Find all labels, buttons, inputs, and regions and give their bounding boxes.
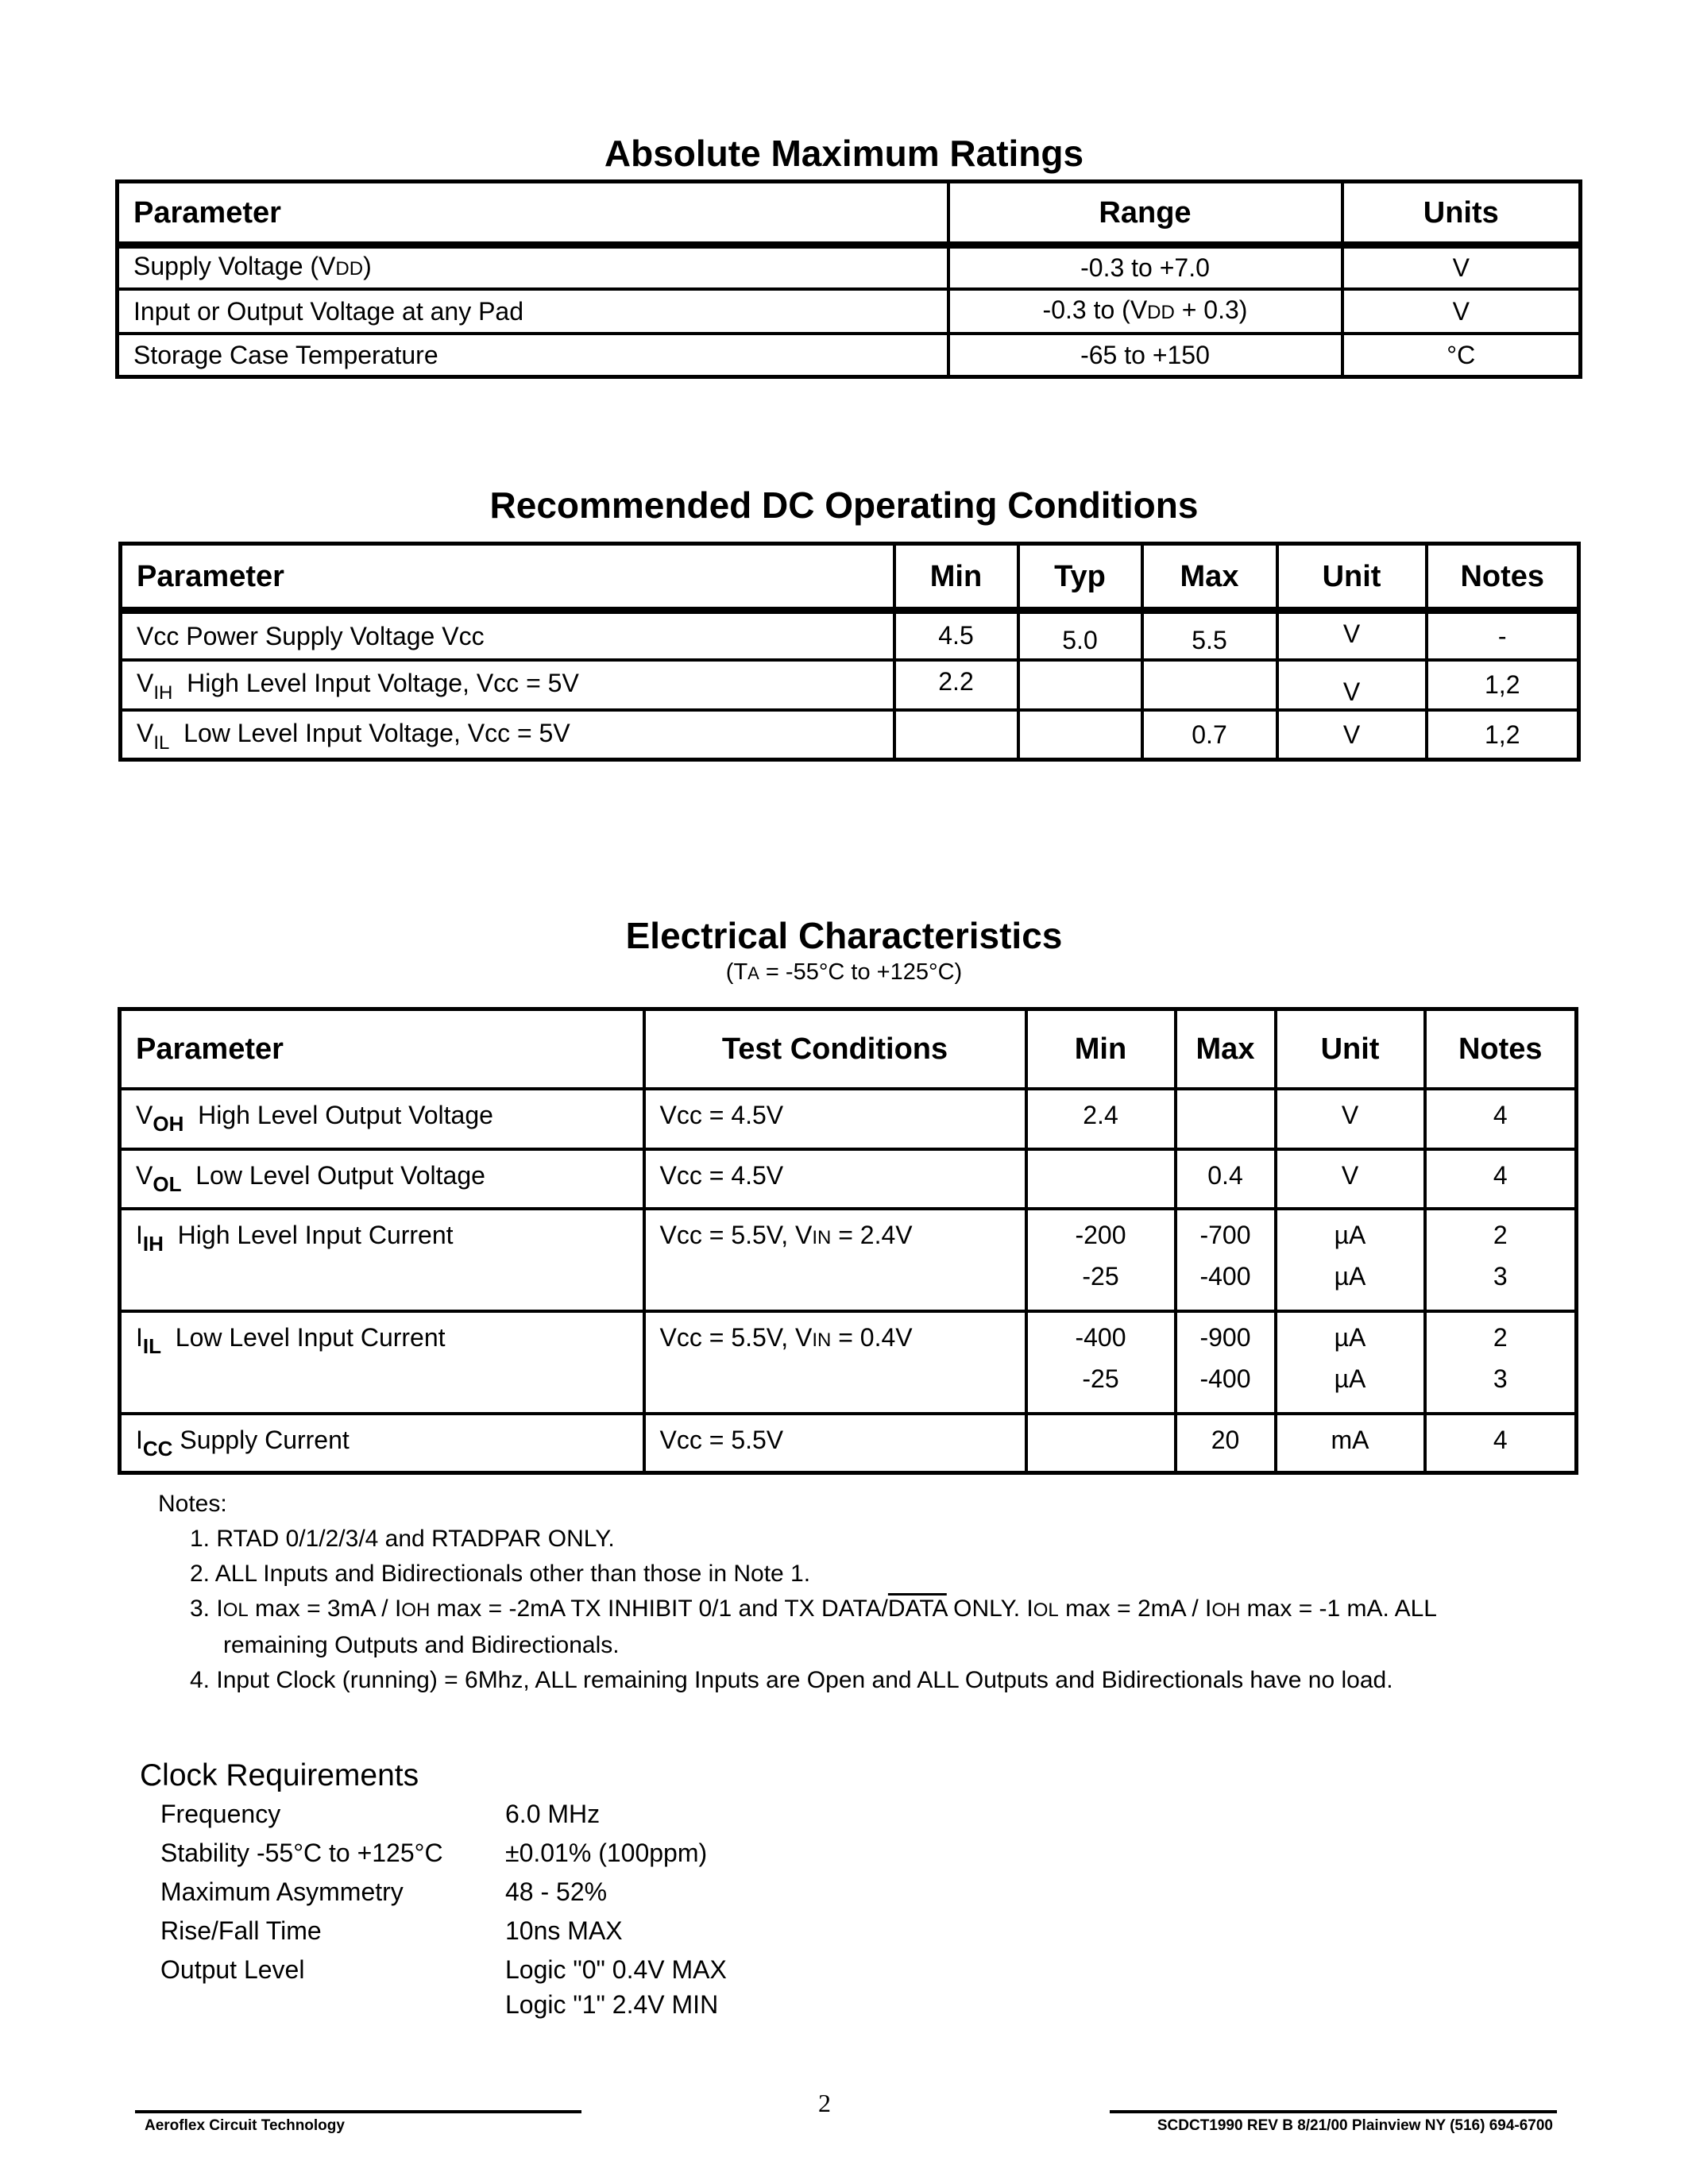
param-cell	[121, 660, 894, 710]
elec-subtitle	[0, 959, 1688, 987]
min-cell: 4.5	[894, 611, 1018, 660]
clock-value: 10ns MAX	[505, 1916, 623, 1945]
subtitle-tail: = -55°C to +125°C)	[759, 959, 963, 985]
table-row	[120, 1414, 1577, 1473]
param-text: Low Level Input Voltage, Vcc = 5V	[183, 718, 570, 747]
table-row	[120, 1209, 1577, 1311]
symbol-subscript: IL	[153, 731, 170, 754]
header-notes: Notes	[1427, 544, 1579, 611]
param-text: High Level Input Voltage, Vcc = 5V	[187, 669, 579, 697]
unit-cell: V	[1276, 1089, 1425, 1149]
min-cell: 2.4	[1026, 1089, 1176, 1149]
table-header-row	[118, 182, 1581, 245]
conditions-tail: = 2.4V	[831, 1220, 913, 1249]
param-tail: )	[363, 252, 372, 281]
clock-label: Maximum Asymmetry	[160, 1877, 404, 1906]
value-line-2: 3	[1493, 1261, 1508, 1291]
param-cell: Vcc Power Supply Voltage Vcc	[121, 611, 894, 660]
notes-cell	[1425, 1311, 1577, 1414]
param-text: Low Level Input Current	[175, 1322, 446, 1352]
unit-cell: V	[1277, 611, 1427, 660]
table-row	[120, 1311, 1577, 1414]
value-line-2: µA	[1334, 1261, 1366, 1291]
range-text: -0.3 to (V	[1042, 295, 1148, 324]
max-cell	[1142, 660, 1277, 710]
note-subscript: OL	[222, 1599, 249, 1621]
note-3-continued: remaining Outputs and Bidirectionals.	[223, 1632, 620, 1658]
param-cell	[121, 710, 894, 760]
param-cell: Input or Output Voltage at any Pad	[118, 289, 948, 334]
rec-dc-title: Recommended DC Operating Conditions	[489, 484, 1199, 526]
clock-row	[140, 1873, 727, 1912]
range-cell: -65 to +150	[948, 334, 1342, 377]
conditions-subscript: IN	[812, 1329, 832, 1351]
value-line-2: 3	[1493, 1364, 1508, 1393]
note-subscript: OH	[401, 1599, 431, 1621]
value-line-2: -400	[1199, 1261, 1251, 1291]
max-cell	[1176, 1089, 1276, 1149]
footer-rule-left	[135, 2110, 581, 2113]
param-cell: Storage Case Temperature	[118, 334, 948, 377]
value-line-2: -25	[1082, 1261, 1119, 1291]
max-cell	[1176, 1209, 1276, 1311]
table-row	[120, 1149, 1577, 1209]
param-cell	[120, 1209, 644, 1311]
page-number: 2	[818, 2089, 831, 2117]
param-cell	[120, 1311, 644, 1414]
conditions-text: Vcc = 5.5V, V	[659, 1322, 813, 1352]
conditions-cell: Vcc = 4.5V	[644, 1089, 1026, 1149]
param-cell	[118, 245, 948, 289]
note-1: 1. RTAD 0/1/2/3/4 and RTADPAR ONLY.	[190, 1526, 615, 1552]
clock-label: Stability -55°C to +125°C	[160, 1839, 443, 1867]
table-row	[118, 245, 1581, 289]
clock-row	[140, 1912, 727, 1951]
note-2: 2. ALL Inputs and Bidirectionals other than those in Note 1.	[190, 1561, 811, 1587]
conditions-subscript: IN	[812, 1226, 832, 1248]
symbol: V	[137, 669, 154, 697]
conditions-cell: Vcc = 4.5V	[644, 1149, 1026, 1209]
table-row	[118, 334, 1581, 377]
header-test-conditions: Test Conditions	[644, 1009, 1026, 1089]
param-text: Supply Voltage (V	[133, 252, 336, 281]
header-notes: Notes	[1425, 1009, 1577, 1089]
range-subscript: DD	[1147, 301, 1175, 323]
abs-max-table	[115, 179, 1582, 379]
symbol-subscript: IH	[153, 682, 173, 704]
note-overline-text: DATA	[887, 1596, 947, 1622]
header-max: Max	[1142, 544, 1277, 611]
unit-cell: V	[1277, 660, 1427, 710]
min-cell	[1026, 1414, 1176, 1473]
symbol: I	[136, 1322, 143, 1352]
notes-cell: 1,2	[1427, 710, 1579, 760]
table-header-row	[121, 544, 1579, 611]
clock-row	[140, 1951, 727, 1989]
clock-requirements	[140, 1757, 727, 2020]
value-line-1: -700	[1199, 1220, 1251, 1249]
table-row	[121, 611, 1579, 660]
unit-cell: V	[1342, 245, 1581, 289]
unit-cell: mA	[1276, 1414, 1425, 1473]
value-line-1: -200	[1075, 1220, 1126, 1249]
header-unit: Unit	[1276, 1009, 1425, 1089]
header-max: Max	[1176, 1009, 1276, 1089]
min-cell	[1026, 1209, 1176, 1311]
symbol: V	[136, 1160, 153, 1190]
param-cell	[120, 1149, 644, 1209]
value-line-1: 2	[1493, 1322, 1508, 1352]
clock-value: 6.0 MHz	[505, 1800, 601, 1828]
typ-cell: 5.0	[1018, 611, 1142, 660]
max-cell: 0.4	[1176, 1149, 1276, 1209]
symbol: I	[136, 1425, 143, 1454]
value-line-2: -25	[1082, 1364, 1119, 1393]
typ-cell	[1018, 660, 1142, 710]
range-cell: -0.3 to +7.0	[948, 245, 1342, 289]
header-units: Units	[1342, 182, 1581, 245]
value-line-2: µA	[1334, 1364, 1366, 1393]
subtitle-text: (T	[725, 959, 748, 985]
notes-cell: 4	[1425, 1414, 1577, 1473]
note-subscript: OH	[1211, 1599, 1241, 1621]
elec-title: Electrical Characteristics	[625, 915, 1063, 956]
clock-label: Output Level	[160, 1955, 305, 1984]
param-text: High Level Output Voltage	[198, 1100, 493, 1129]
note-text: max = 2mA / I	[1058, 1596, 1212, 1622]
note-text: max = 3mA / I	[248, 1596, 402, 1622]
clock-value: 48 - 52%	[505, 1877, 608, 1906]
table-row	[118, 289, 1581, 334]
conditions-tail: = 0.4V	[831, 1322, 913, 1352]
param-subscript: DD	[335, 258, 364, 280]
clock-title: Clock Requirements	[140, 1758, 419, 1792]
abs-max-title: Absolute Maximum Ratings	[604, 133, 1084, 174]
value-line-1: 2	[1493, 1220, 1508, 1249]
typ-cell	[1018, 710, 1142, 760]
clock-row	[140, 1989, 727, 2020]
max-cell	[1176, 1311, 1276, 1414]
range-cell	[948, 289, 1342, 334]
header-range: Range	[948, 182, 1342, 245]
symbol: V	[136, 1100, 153, 1129]
min-cell	[1026, 1311, 1176, 1414]
footer-doc-info: SCDCT1990 REV B 8/21/00 Plainview NY (516) 694-6700	[1157, 2117, 1553, 2134]
conditions-cell	[644, 1209, 1026, 1311]
conditions-text: Vcc = 5.5V, V	[659, 1220, 813, 1249]
note-text: 3. I	[190, 1596, 223, 1622]
param-text: High Level Input Current	[177, 1220, 454, 1249]
table-header-row	[120, 1009, 1577, 1089]
max-cell: 0.7	[1142, 710, 1277, 760]
unit-cell: °C	[1342, 334, 1581, 377]
param-cell	[120, 1089, 644, 1149]
header-typ: Typ	[1018, 544, 1142, 611]
symbol-subscript: OH	[153, 1111, 184, 1136]
footer-rule-right	[1110, 2110, 1557, 2113]
value-line-2: -400	[1199, 1364, 1251, 1393]
note-subscript: OL	[1033, 1599, 1059, 1621]
param-cell	[120, 1414, 644, 1473]
symbol-subscript: IH	[142, 1231, 164, 1256]
clock-label	[140, 1989, 505, 2020]
table-row	[121, 660, 1579, 710]
note-text: max = -2mA TX INHIBIT 0/1 and TX DATA/	[430, 1596, 888, 1622]
param-text: Supply Current	[180, 1425, 350, 1454]
notes-section	[158, 1487, 1437, 1698]
symbol: I	[136, 1220, 143, 1249]
clock-value: Logic "0" 0.4V MAX	[505, 1955, 727, 1984]
unit-cell	[1276, 1209, 1425, 1311]
note-text: ONLY. I	[946, 1596, 1033, 1622]
header-unit: Unit	[1277, 544, 1427, 611]
table-row	[120, 1089, 1577, 1149]
clock-row	[140, 1795, 727, 1834]
unit-cell: V	[1277, 710, 1427, 760]
header-min: Min	[1026, 1009, 1176, 1089]
notes-cell: 4	[1425, 1089, 1577, 1149]
max-cell: 20	[1176, 1414, 1276, 1473]
notes-cell	[1425, 1209, 1577, 1311]
clock-label: Rise/Fall Time	[160, 1916, 322, 1945]
value-line-1: -400	[1075, 1322, 1126, 1352]
symbol-subscript: IL	[142, 1333, 161, 1358]
range-tail: + 0.3)	[1174, 295, 1248, 324]
value-line-1: µA	[1334, 1220, 1366, 1249]
notes-cell: -	[1427, 611, 1579, 660]
unit-cell: V	[1276, 1149, 1425, 1209]
symbol-subscript: CC	[142, 1436, 173, 1461]
rec-dc-table	[118, 542, 1581, 762]
notes-heading: Notes:	[158, 1491, 227, 1517]
min-cell: 2.2	[894, 660, 1018, 710]
note-4: 4. Input Clock (running) = 6Mhz, ALL remaining Inputs are Open and ALL Outputs and Bidirectionals have no load.	[190, 1667, 1393, 1693]
clock-label: Frequency	[160, 1800, 281, 1828]
unit-cell	[1276, 1311, 1425, 1414]
elec-table	[118, 1007, 1578, 1475]
notes-cell: 1,2	[1427, 660, 1579, 710]
header-parameter: Parameter	[121, 544, 894, 611]
symbol-subscript: OL	[153, 1171, 182, 1196]
clock-value: Logic "1" 2.4V MIN	[505, 1990, 719, 2019]
note-text: max = -1 mA. ALL	[1240, 1596, 1437, 1622]
subtitle-subscript: A	[747, 963, 759, 983]
table-row	[121, 710, 1579, 760]
param-text: Low Level Output Voltage	[195, 1160, 485, 1190]
unit-cell: V	[1342, 289, 1581, 334]
header-min: Min	[894, 544, 1018, 611]
min-cell	[1026, 1149, 1176, 1209]
clock-value: ±0.01% (100ppm)	[505, 1839, 708, 1867]
header-parameter: Parameter	[118, 182, 948, 245]
value-line-1: µA	[1334, 1322, 1366, 1352]
min-cell	[894, 710, 1018, 760]
max-cell: 5.5	[1142, 611, 1277, 660]
clock-row	[140, 1834, 727, 1873]
header-parameter: Parameter	[120, 1009, 644, 1089]
conditions-cell: Vcc = 5.5V	[644, 1414, 1026, 1473]
note-3	[158, 1592, 1437, 1628]
footer-company: Aeroflex Circuit Technology	[145, 2117, 345, 2134]
notes-cell: 4	[1425, 1149, 1577, 1209]
symbol: V	[137, 718, 154, 747]
conditions-cell	[644, 1311, 1026, 1414]
value-line-1: -900	[1199, 1322, 1251, 1352]
